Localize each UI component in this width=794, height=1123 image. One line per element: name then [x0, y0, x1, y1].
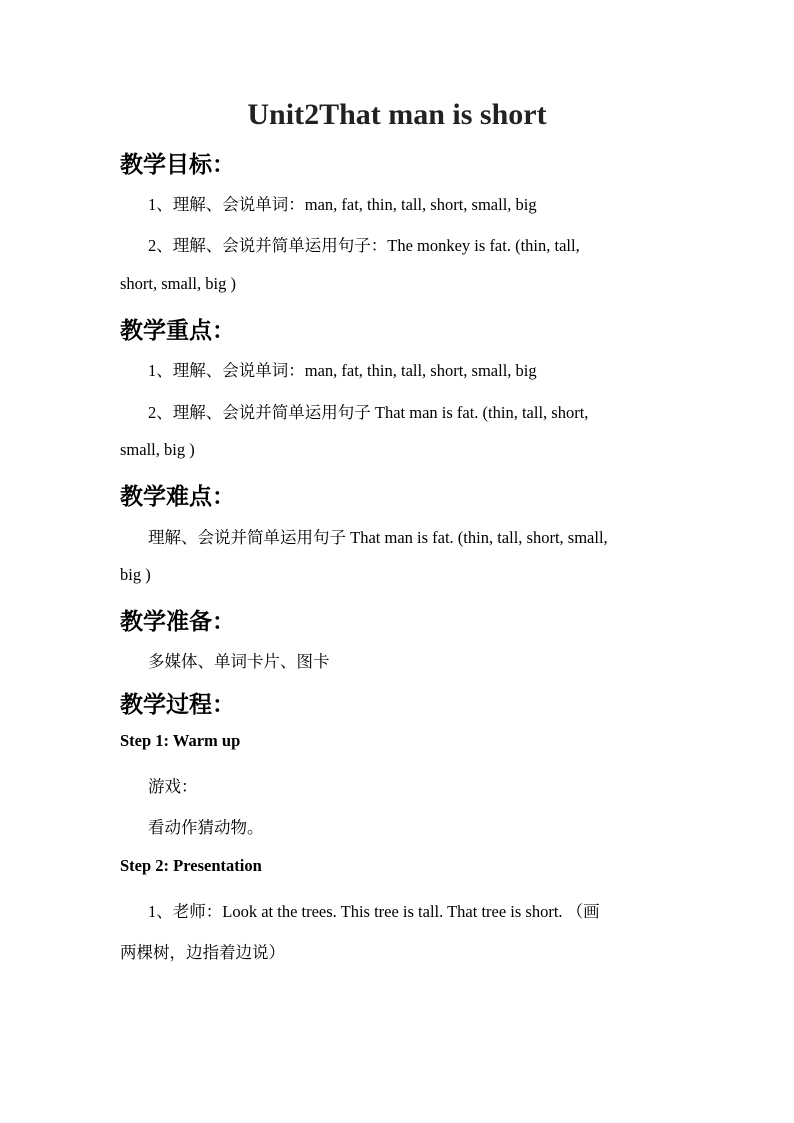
- key-points-line-3: small, big ): [120, 440, 195, 459]
- process-heading: 教学过程：: [120, 692, 235, 717]
- step-2-title: Step 2: Presentation: [120, 856, 262, 875]
- step-1-line-1: 游戏：: [148, 777, 198, 796]
- preparation-line-1: 多媒体、单词卡片、图卡: [148, 652, 330, 671]
- difficulties-heading: 教学难点：: [120, 484, 235, 509]
- key-points-line-1: 1、理解、会说单词：man, fat, thin, tall, short, small, big: [148, 361, 537, 380]
- goals-line-3: short, small, big ): [120, 274, 236, 293]
- step-2-line-2: 两棵树，边指着边说）: [120, 943, 285, 962]
- step-1-title: Step 1: Warm up: [120, 731, 241, 750]
- goals-line-2: 2、理解、会说并简单运用句子：The monkey is fat. (thin, tall,: [148, 236, 580, 255]
- key-points-line-2: 2、理解、会说并简单运用句子 That man is fat. (thin, tall, short,: [148, 403, 589, 422]
- goals-heading: 教学目标：: [120, 152, 235, 177]
- difficulties-line-2: big ): [120, 565, 151, 584]
- key-points-heading: 教学重点：: [120, 318, 235, 343]
- step-1-line-2: 看动作猜动物。: [148, 818, 264, 837]
- preparation-heading: 教学准备：: [120, 609, 235, 634]
- goals-line-1: 1、理解、会说单词：man, fat, thin, tall, short, small, big: [148, 195, 537, 214]
- document-title: Unit2That man is short: [247, 98, 547, 131]
- step-2-line-1: 1、老师：Look at the trees. This tree is tall. That tree is short. （画: [148, 902, 600, 921]
- difficulties-line-1: 理解、会说并简单运用句子 That man is fat. (thin, tall, short, small,: [148, 528, 608, 547]
